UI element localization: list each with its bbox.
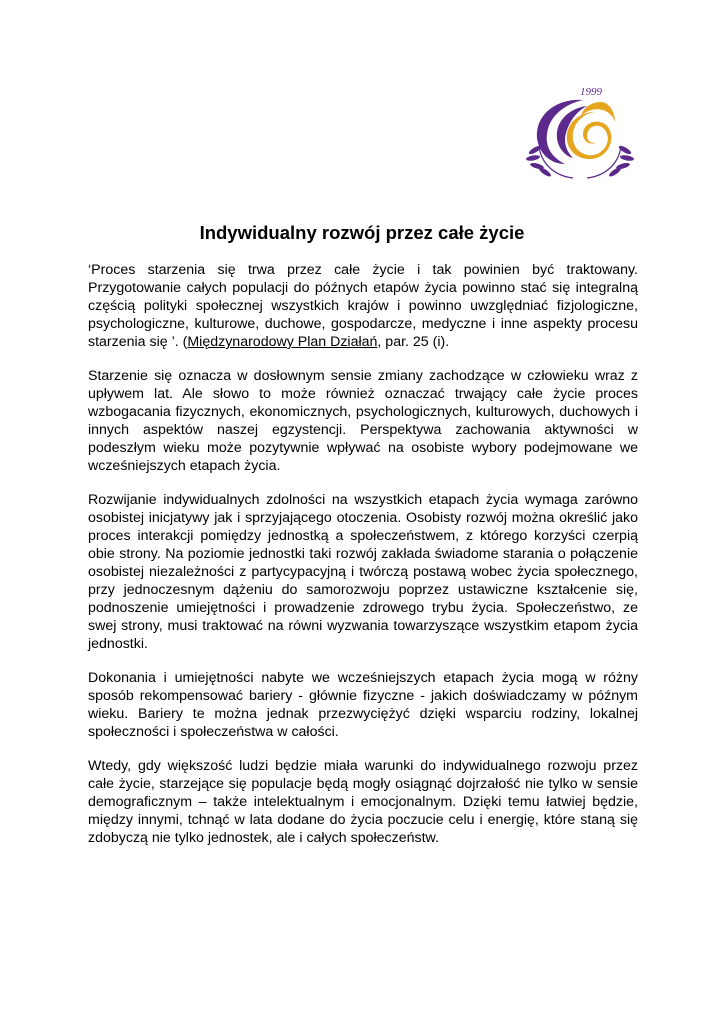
paragraph-ageing: Starzenie się oznacza w dosłownym sensie zmiany zachodzące w człowieku wraz z upływem lat. Ale słowo to może również oznaczać trwający całe życie proces wzbogacania fizycznych, ekonomicznych, psychologicznych, kulturowych, duchowych i innych aspektów naszej egzystencji. Perspektywa zachowania aktywności w podeszłym wieku może pozytywnie wpływać na osobiste wybory podejmowane we wcześniejszych etapach życia. [88,368,638,474]
quote-text: ‘Proces starzenia się trwa przez całe życie i tak powinien być traktowany. Przygotowanie całych populacji do późnych etapów życia powinno stać się integralną częścią polityki społecznej wszystkich krajów i powinno uwzględniać fizjologiczne, psychologiczne, kulturowe, duchowe, gospodarcze, medyczne i inne aspekty procesu starzenia się ’. ( [88,262,638,350]
document-body [88,261,638,863]
logo-emblem-icon [525,86,635,186]
quote-reference: , par. 25 (i). [377,334,450,350]
paragraph-skills: Dokonania i umiejętności nabyte we wcześniejszych etapach życia mogą w różny sposób rekompensować bariery - głównie fizyczne - jakich doświadczamy w późnym wieku. Bariery te można jednak przezwyciężyć dzięki wsparciu rodziny, lokalnej społeczności i społeczeństwa w całości. [88,670,638,740]
paragraph-quote [88,261,638,351]
paragraph-development: Rozwijanie indywidualnych zdolności na wszystkich etapach życia wymaga zarówno osobistej inicjatywy jak i sprzyjającego otoczenia. Osobisty rozwój można określić jako proces interakcji pomiędzy jednostką a społeczeństwem, z którego korzyści czerpią obie strony. Na poziomie jednostki taki rozwój zakłada świadome starania o połączenie osobistej niezależności z partycypacyjną i twórczą postawą wobec życia społecznego, przy jednoczesnym dążeniu do samorozwoju poprzez ustawiczne kształcenie się, podnoszenie umiejętności i prowadzenie zdrowego trybu życia. Społeczeństwo, ze swej strony, musi traktować na równi wyzwania towarzyszące wszystkim etapom życia jednostki. [88,492,638,652]
page-title: Indywidualny rozwój przez całe życie [199,222,525,243]
plan-link[interactable]: Międzynarodowy Plan Działań [187,334,378,350]
paragraph-conclusion: Wtedy, gdy większość ludzi będzie miała warunki do indywidualnego rozwoju przez całe życie, starzejące się populacje będą mogły osiągnąć dojrzałość nie tylko w sensie demograficznym – także intelektualnym i emocjonalnym. Dzięki temu łatwiej będzie, między innymi, tchnąć w lata dodane do życia poczucie celu i energię, które staną się zdobyczą nie tylko jednostek, ale i całych społeczeństw. [88,758,638,846]
logo-year: 1999 [580,86,602,98]
year-of-older-persons-logo [525,86,635,186]
